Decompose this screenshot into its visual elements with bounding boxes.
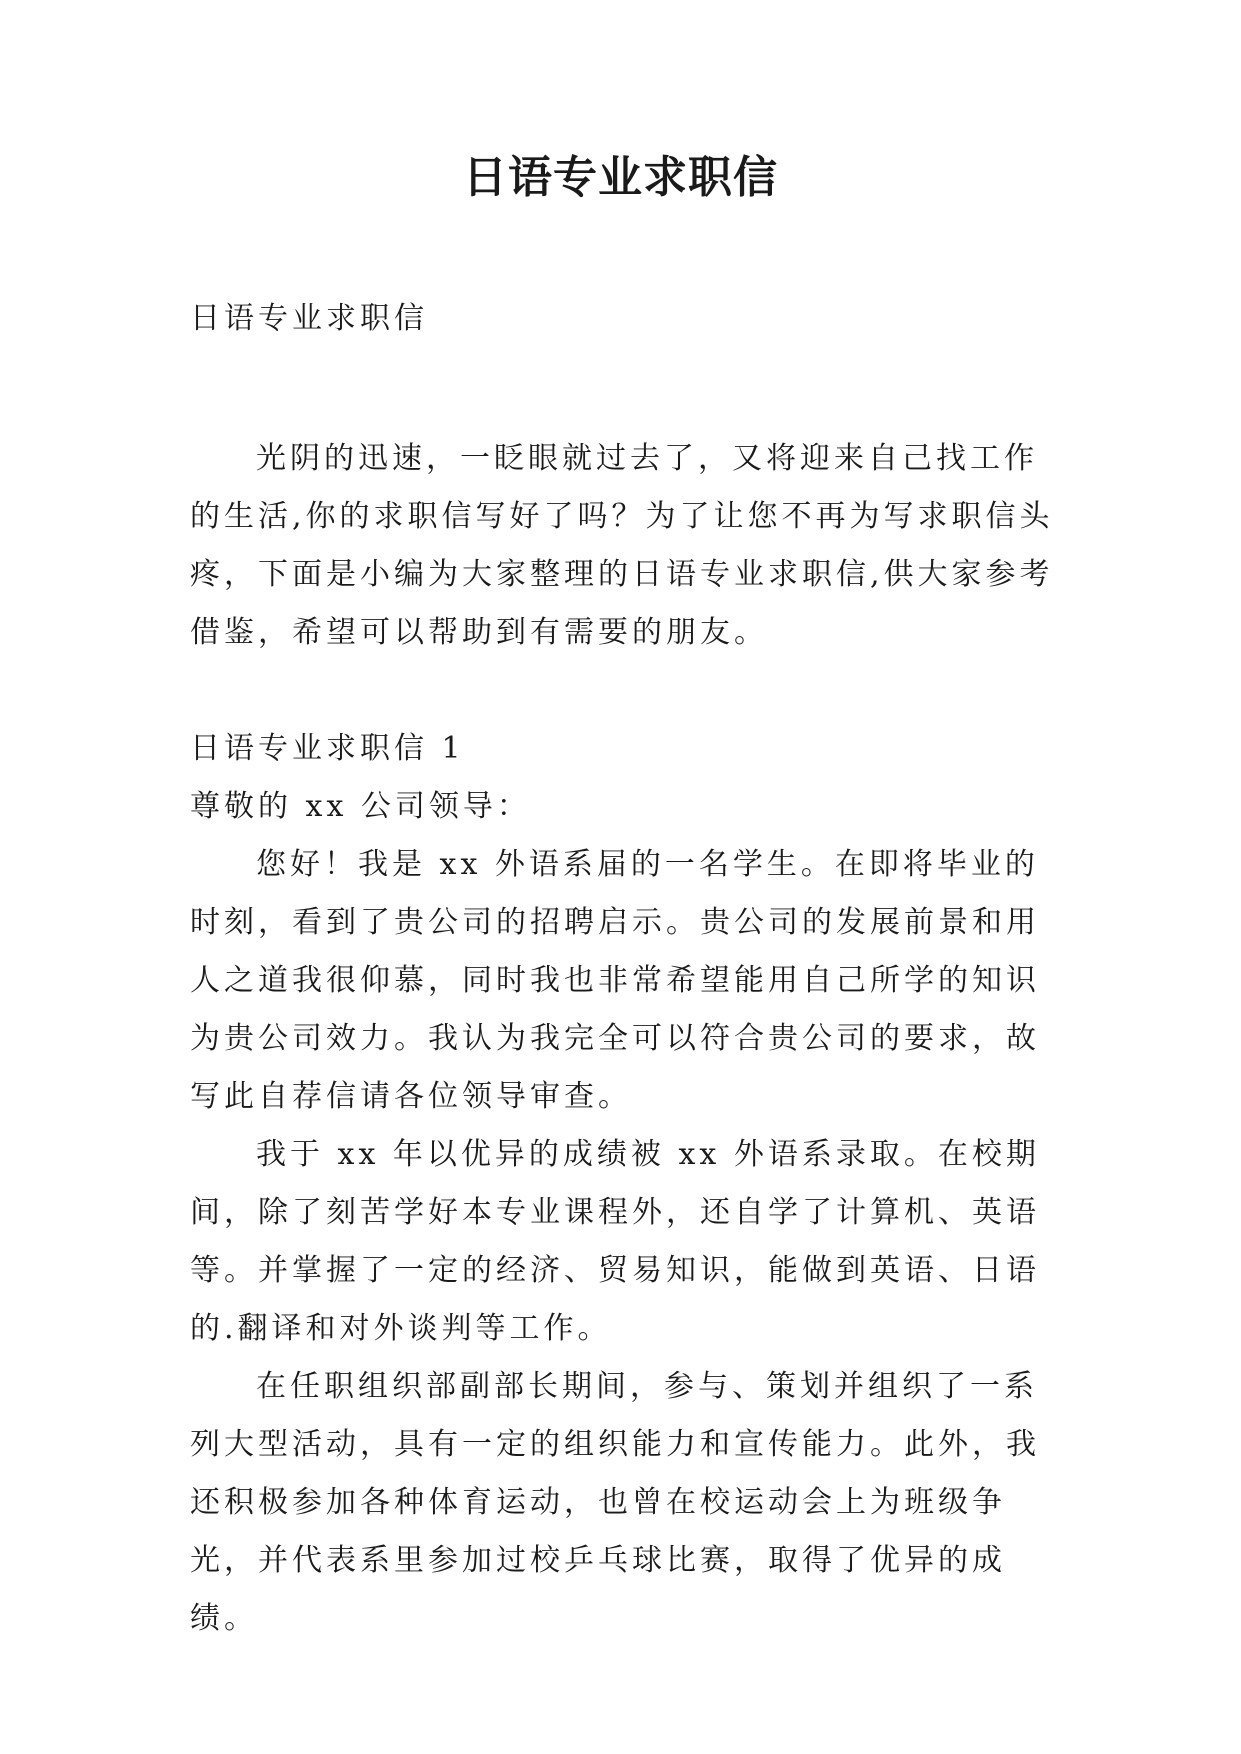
salutation: 尊敬的 xx 公司领导： (190, 789, 531, 824)
body-paragraph-2: 我于 xx 年以优异的成绩被 xx 外语系录取。在校期间，除了刻苦学好本专业课程外，还自学了计算机、英语等。并掌握了一定的经济、贸易知识，能做到英语、日语的.翻译和对外谈判等工作。 (190, 1137, 1040, 1346)
section-heading: 日语专业求职信 1 (190, 731, 465, 766)
document-subtitle: 日语专业求职信 (190, 301, 428, 336)
body-paragraph-1: 您好！我是 xx 外语系届的一名学生。在即将毕业的时刻，看到了贵公司的招聘启示。贵公司的发展前景和用人之道我很仰慕，同时我也非常希望能用自己所学的知识为贵公司效力。我认为我完全可以符合贵公司的要求，故写此自荐信请各位领导审查。 (190, 847, 1040, 1114)
intro-paragraph: 光阴的迅速，一眨眼就过去了，又将迎来自己找工作的生活,你的求职信写好了吗？为了让您不再为写求职信头疼，下面是小编为大家整理的日语专业求职信,供大家参考借鉴，希望可以帮助到有需要的朋友。 (190, 441, 1054, 650)
body-paragraph-3: 在任职组织部副部长期间，参与、策划并组织了一系列大型活动，具有一定的组织能力和宣传能力。此外，我还积极参加各种体育运动，也曾在校运动会上为班级争光，并代表系里参加过校乒乓球比赛，取得了优异的成绩。 (190, 1369, 1040, 1636)
document-title: 日语专业求职信 (463, 152, 778, 203)
document-body (190, 290, 1060, 1648)
